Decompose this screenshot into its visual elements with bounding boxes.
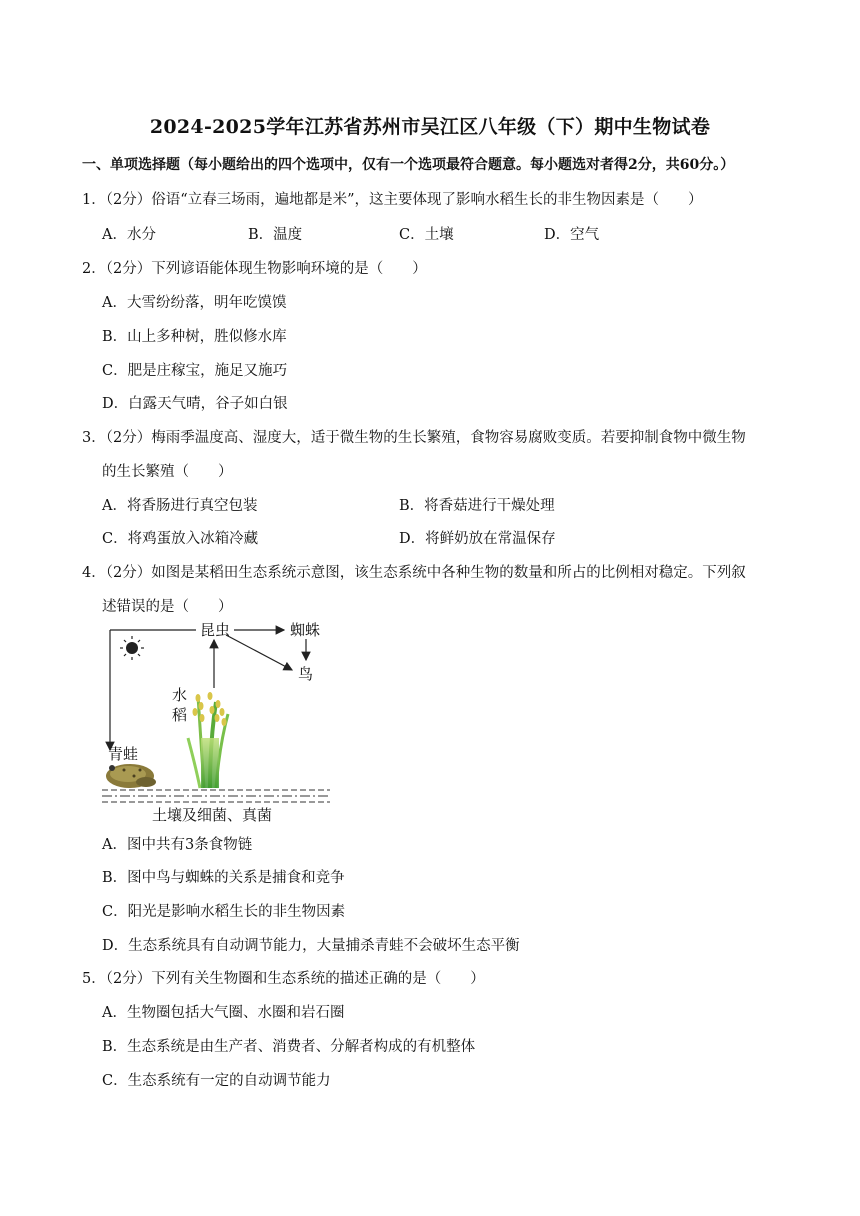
question-1-option-a: A．水分 [102, 227, 156, 243]
label-soil: 土壤及细菌、真菌 [152, 806, 273, 824]
question-2-stem: 2．（2分）下列谚语能体现生物影响环境的是（ ） [82, 261, 427, 277]
question-4-option-c: C．阳光是影响水稻生长的非生物因素 [102, 904, 346, 920]
question-3-stem-line-2: 的生长繁殖（ ） [102, 464, 233, 480]
label-frog: 青蛙 [108, 745, 139, 763]
question-1-option-b: B．温度 [248, 227, 303, 243]
question-4-option-d: D．生态系统具有自动调节能力，大量捕杀青蛙不会破坏生态平衡 [102, 938, 520, 954]
rice-plant-icon [188, 692, 228, 788]
question-3-stem-line-1: 3．（2分）梅雨季温度高、湿度大，适于微生物的生长繁殖，食物容易腐败变质。若要抑制食物中微生物 [82, 430, 746, 446]
question-5-option-c: C．生态系统有一定的自动调节能力 [102, 1073, 331, 1089]
arrow-insect-to-bird [226, 635, 292, 670]
question-2-option-a: A．大雪纷纷落，明年吃馍馍 [102, 295, 287, 311]
label-bird: 鸟 [298, 665, 314, 683]
label-insect: 昆虫 [200, 621, 231, 639]
question-1-option-d: D．空气 [544, 227, 600, 243]
question-5-stem: 5．（2分）下列有关生物圈和生态系统的描述正确的是（ ） [82, 971, 485, 987]
question-2-option-b: B．山上多种树，胜似修水库 [102, 329, 287, 345]
section-heading: 一、单项选择题（每小题给出的四个选项中，仅有一个选项最符合题意。每小题选对者得2分，共60分。） [82, 157, 735, 173]
page-title: 2024-2025学年江苏省苏州市吴江区八年级（下）期中生物试卷 [149, 116, 711, 138]
question-1-stem: 1．（2分）俗语“立春三场雨，遍地都是米”，这主要体现了影响水稻生长的非生物因素是（ ） [82, 192, 703, 208]
question-4-option-b: B．图中鸟与蜘蛛的关系是捕食和竞争 [102, 870, 345, 886]
question-4-option-a: A．图中共有3条食物链 [102, 837, 253, 853]
sun-icon [120, 636, 144, 660]
label-spider: 蜘蛛 [290, 621, 321, 639]
question-4-stem-line-2: 述错误的是（ ） [102, 599, 233, 615]
question-5-option-b: B．生态系统是由生产者、消费者、分解者构成的有机整体 [102, 1039, 476, 1055]
label-rice-char-1: 水 [172, 686, 188, 704]
soil-layer [102, 790, 330, 802]
question-4-stem-line-1: 4．（2分）如图是某稻田生态系统示意图，该生态系统中各种生物的数量和所占的比例相对稳定。下列叙 [82, 565, 746, 581]
rice-field-ecosystem-diagram [100, 618, 336, 828]
frog-icon [106, 764, 156, 788]
question-3-option-c: C．将鸡蛋放入冰箱冷藏 [102, 531, 259, 547]
question-2-option-d: D．白露天气晴，谷子如白银 [102, 396, 288, 412]
question-3-option-a: A．将香肠进行真空包装 [102, 498, 258, 514]
question-5-option-a: A．生物圈包括大气圈、水圈和岩石圈 [102, 1005, 345, 1021]
question-1-option-c: C．土壤 [399, 227, 454, 243]
question-2-option-c: C．肥是庄稼宝，施足又施巧 [102, 363, 288, 379]
label-rice-char-2: 稻 [172, 706, 188, 724]
question-3-option-b: B．将香菇进行干燥处理 [399, 498, 555, 514]
question-3-option-d: D．将鲜奶放在常温保存 [399, 531, 556, 547]
